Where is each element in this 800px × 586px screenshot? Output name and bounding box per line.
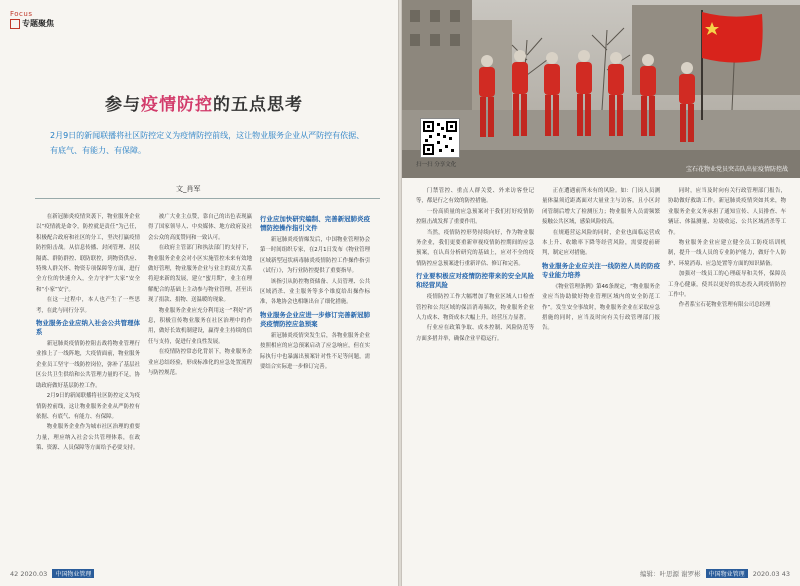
qr-code[interactable] — [420, 118, 460, 158]
body-paragraph: 行业应在政策争取、成本控制、风险防范等方面多措并举，确保企业平稳运行。 — [416, 325, 534, 342]
issue-date: 2020.03 — [20, 570, 48, 578]
left-page — [0, 0, 398, 586]
body-paragraph: 正在遭遇前所未有的风险。如：门岗人员测量体温须近距离面对大量业主与访客，且小区封闭管制后增大了检测压力；物业服务人员需频繁接触公共区域，感染风险较高。 — [542, 188, 660, 226]
left-column-1 — [36, 212, 140, 552]
body-paragraph: 新冠肺炎疫情爆发后，中国物业管理协会第一时间组织专家，在2月1日发布《物业管理区域新型冠状病毒肺炎疫情防控工作操作指引（试行）》，为行业防控提供了重要指导。 — [260, 237, 370, 275]
magazine-logo-right: 中国物业管理 — [706, 569, 748, 578]
article-author: 文_肖军 — [176, 185, 201, 193]
left-column-3 — [260, 212, 370, 552]
right-column-3 — [668, 186, 786, 552]
section-marker-icon — [10, 19, 20, 29]
body-paragraph: 作者系宝石花物业管理有限公司总经理 — [678, 302, 771, 309]
body-paragraph: 同时，应当及时向有关行政管理部门报告，协助做好救助工作。新冠肺炎疫情突如其来，物业服务企业义务承担了通知宣传、人员排查、车辆证、体温测量、垃圾收运、公共区域消杀等工作。 — [668, 188, 786, 236]
qr-caption: 扫一扫 分享文化 — [416, 162, 457, 168]
issue-date-right: 2020.03 — [752, 570, 780, 578]
section-title-text: 专题聚焦 — [22, 19, 54, 28]
title-prefix: 参与 — [105, 95, 141, 115]
body-paragraph: 该指引从防控物资储备、人员管理、公共区域消杀、业主服务等多个维度给出操作标准，各地协会也相继出台了细化措施。 — [260, 278, 370, 306]
editor-credit: 编辑：叶思源 谢罗彬 — [640, 570, 701, 578]
team-photo — [402, 0, 800, 178]
body-paragraph: 在政府主管部门和执法部门的支持下，物业服务企业会对小区实施管控未来有效地做好管理，物业服务企业与业主的双方关系将迎来新的发展，建立“蜜月期”，业主在理解配合的基础上主动参与物业管理，甚至出现了捐款、捐物、送温暖的现象。 — [148, 245, 252, 304]
right-footer — [640, 569, 790, 578]
left-footer — [10, 569, 97, 578]
right-column-2 — [542, 186, 660, 552]
body-paragraph: 门禁管控、重点人群关爱、外来访客登记等，都是行之有效的防控措施。 — [416, 188, 534, 205]
page-number: 42 — [10, 570, 19, 578]
body-paragraph: 在新冠肺炎疫情突袭下，物业服务企业以“疫情就是命令，防控就是责任”为己任，积极配合政府和社区的分工，坚决打赢疫情防控阻击战。从信息传播、封闭管理、居民隔离、群防群控、联防联控，到物资供应、特殊人群关怀、物资专项保障等方面，进行全方位的快速介入，全力守护“大家”安全和“小家”安宁。 — [36, 214, 140, 293]
divider — [35, 198, 380, 199]
body-paragraph: 一份高质量的应急预案对于我们打好疫情防控阻击战发挥了重要作用。 — [416, 208, 534, 226]
article-lead: 2月9日的新闻联播将社区防控定义为疫情防控前线，这让物业服务企业从严防控有依据、有底气、有能力、有保障。 — [50, 131, 365, 155]
page-number-right: 43 — [781, 570, 790, 578]
photo-illustration — [402, 0, 800, 178]
section-title — [10, 18, 54, 29]
body-paragraph: 新冠肺炎疫情突发生后，各物业服务企业按照相应的应急预案启动了应急响应，但在实际执行中也暴露出预案针对性不足等问题，需要结合实际进一步修订完善。 — [260, 332, 370, 371]
photo-caption: 宝石花物业党员突击队出征疫情防控战 — [685, 166, 788, 173]
left-column-2 — [148, 212, 252, 552]
body-paragraph: 疫情防控工作大幅增加了物业区域人口检查管控和公共区域的保洁消毒频次，物业服务企业人力成本、物资成本大幅上升，经营压力显著。 — [416, 294, 534, 322]
section-heading: 行业应加快研究编制、完善新冠肺炎疫情防控操作指引文件 — [260, 215, 370, 232]
right-page — [402, 0, 800, 586]
focus-label: Focus — [10, 10, 33, 18]
body-paragraph: 新冠肺炎疫情防控阻击战将物业管理行业推上了一线阵地，大疫情面前，物业服务企业员工坚守一线防控岗位，弥补了基层社区公共卫生供给和公共管理力量的不足，协助政府做好基层防控工作。 — [36, 341, 140, 389]
body-paragraph: 在规避营运风险的同时，企业也面临运营成本上升、收缴率下降等经营风险，需要提前研判，制定应对措施。 — [542, 229, 660, 257]
article-title — [105, 90, 303, 115]
magazine-logo: 中国物业管理 — [52, 569, 94, 578]
body-paragraph: 当然，疫情防控形势持续向好，作为物业服务企业，我们更要重新审视疫情防控期间的应急预案，在认真分析研究的基础上，应对不全的疫情防控应急预案进行重新评估、修订和完善。 — [416, 229, 534, 267]
body-paragraph: 《物业管理条例》第46条规定，“物业服务企业应当协助做好物业管理区域内的安全防范工作”。发生安全事故时，物业服务企业在采取应急措施的同时，应当及时向有关行政管理部门报告。 — [542, 283, 660, 332]
right-column-1 — [416, 186, 534, 552]
body-paragraph: 物业服务企业应充分利用这一“利好”消息，积极宣传物业服务在社区治理中的作用，做好长效机制建设，赢得业主持续的信任与支持，促进行业良性发展。 — [148, 307, 252, 345]
body-paragraph: 物业服务企业作为城市社区治理的重要力量，理应纳入社会公共管理体系，在政策、资源、人员保障等方面给予必要支持。 — [36, 424, 140, 452]
title-suffix: 的五点思考 — [213, 95, 303, 115]
body-paragraph: 在疫情防控常态化背景下，物业服务企业应总结经验，形成标准化的应急处置流程与防控规范。 — [148, 349, 252, 377]
section-heading: 行业要积极应对疫情防控带来的安全风险和经营风险 — [416, 272, 534, 290]
body-paragraph: 2月9日的新闻联播将社区防控定义为疫情防控前线，这让物业服务企业从严防控有依据、有底气、有能力、有保障。 — [36, 393, 140, 420]
section-heading: 物业服务企业应关注一线防控人员的防疫专业能力培养 — [542, 261, 660, 279]
body-paragraph: 被广大业主点赞，靠自己的出色表现赢得了国家领导人、中央媒体、地方政府及社会公众的高度赞同和一致认可。 — [148, 214, 252, 241]
section-heading: 物业服务企业应进一步修订完善新冠肺炎疫情防控应急预案 — [260, 310, 370, 328]
body-paragraph: 在这一过程中，本人也产生了一些思考，在此与同行分享。 — [36, 297, 140, 314]
title-highlight: 疫情防控 — [141, 95, 213, 115]
section-header — [10, 10, 54, 29]
section-heading: 物业服务企业应纳入社会公共管理体系 — [36, 319, 140, 337]
body-paragraph: 物业服务企业应建立健全员工防疫培训机制，提升一线人员的专业防护能力，做好个人防护、环境消毒、应急处置等方面的知识储备。 — [668, 240, 786, 267]
body-paragraph: 加强对一线员工的心理疏导和关怀，保障员工身心健康，使其以更好的状态投入到疫情防控工作中。 — [668, 271, 786, 299]
